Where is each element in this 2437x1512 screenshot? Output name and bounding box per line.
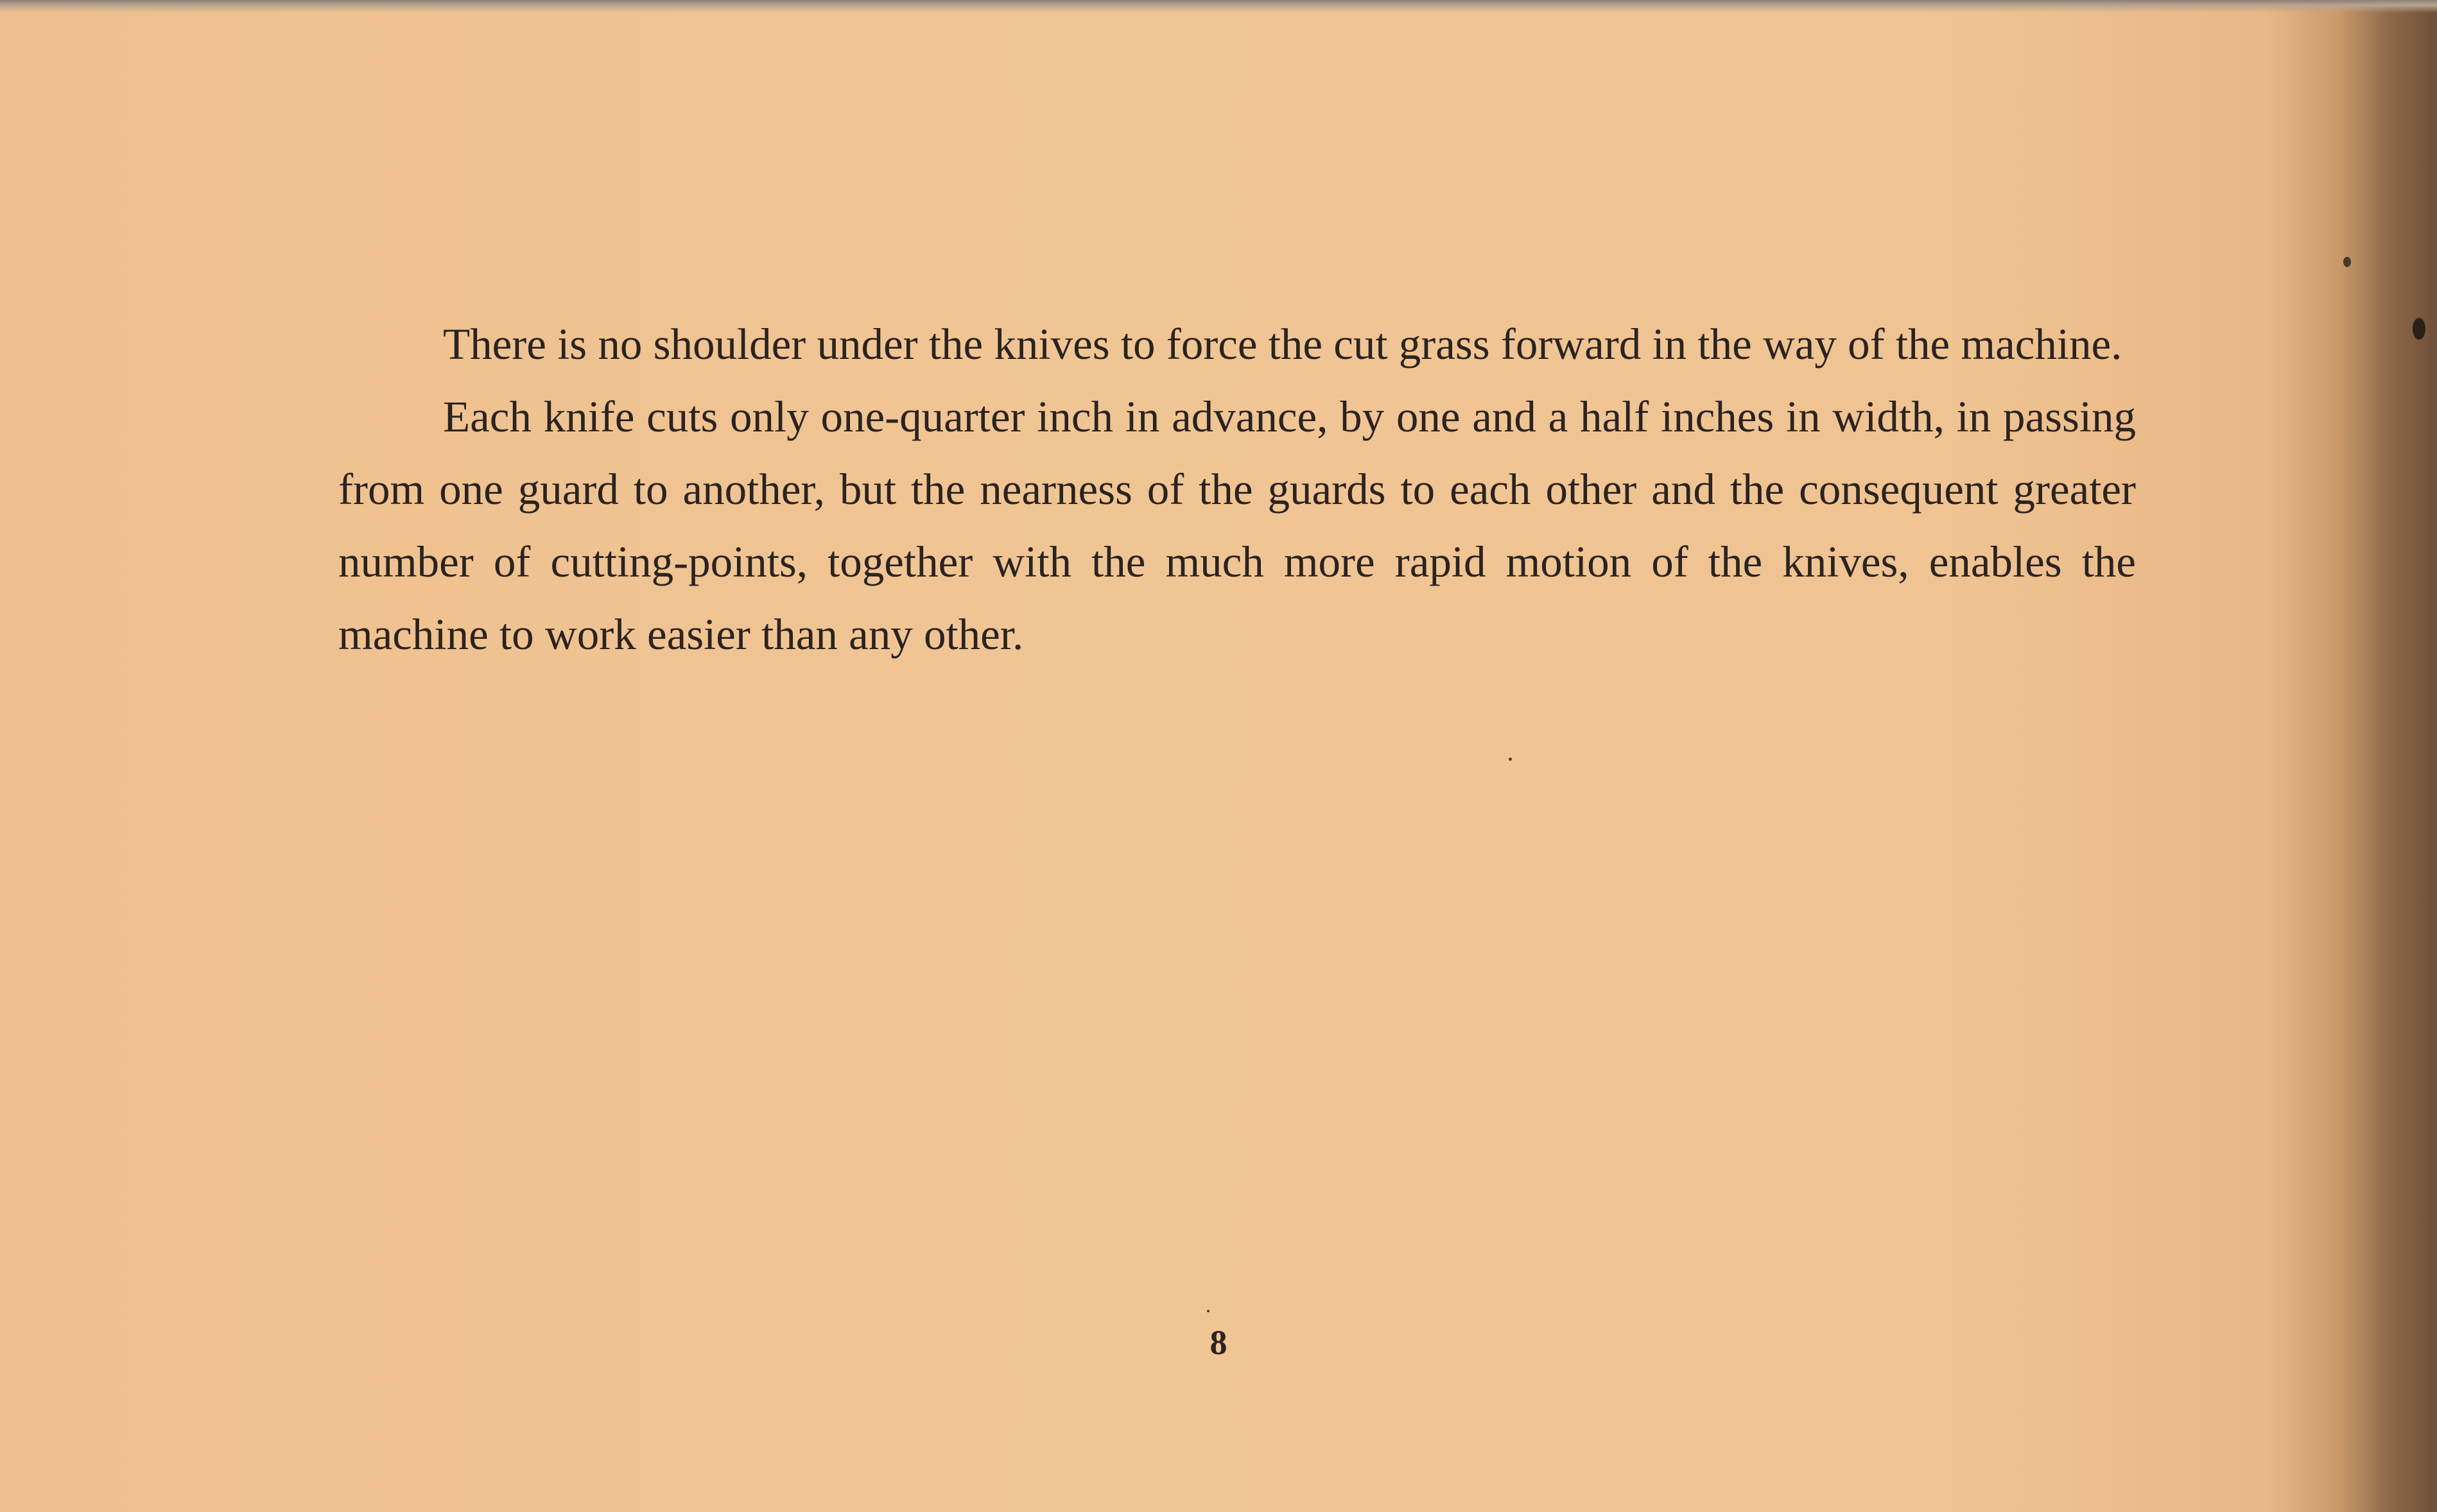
paragraph-1: There is no shoulder under the knives to force the cut grass forward in the way of the machine. — [443, 320, 2122, 369]
paper-speck — [1207, 1310, 1210, 1312]
page-number: 8 — [1210, 1323, 1227, 1362]
paper-speck — [2413, 318, 2425, 340]
paragraph-2: Each knife cuts only one-quarter inch in advance, by one and a half inches in width, in passing from one guard to another, but the nearness of the guards to each other and the consequent greater number of cutting-points, together with the much more rapid motion of the knives, enables the machine to work easier than any other. — [338, 392, 2136, 659]
paper-speck — [1509, 758, 1512, 761]
top-edge-shadow — [0, 0, 2437, 13]
paper-speck — [2343, 257, 2351, 267]
body-text — [338, 308, 2136, 671]
